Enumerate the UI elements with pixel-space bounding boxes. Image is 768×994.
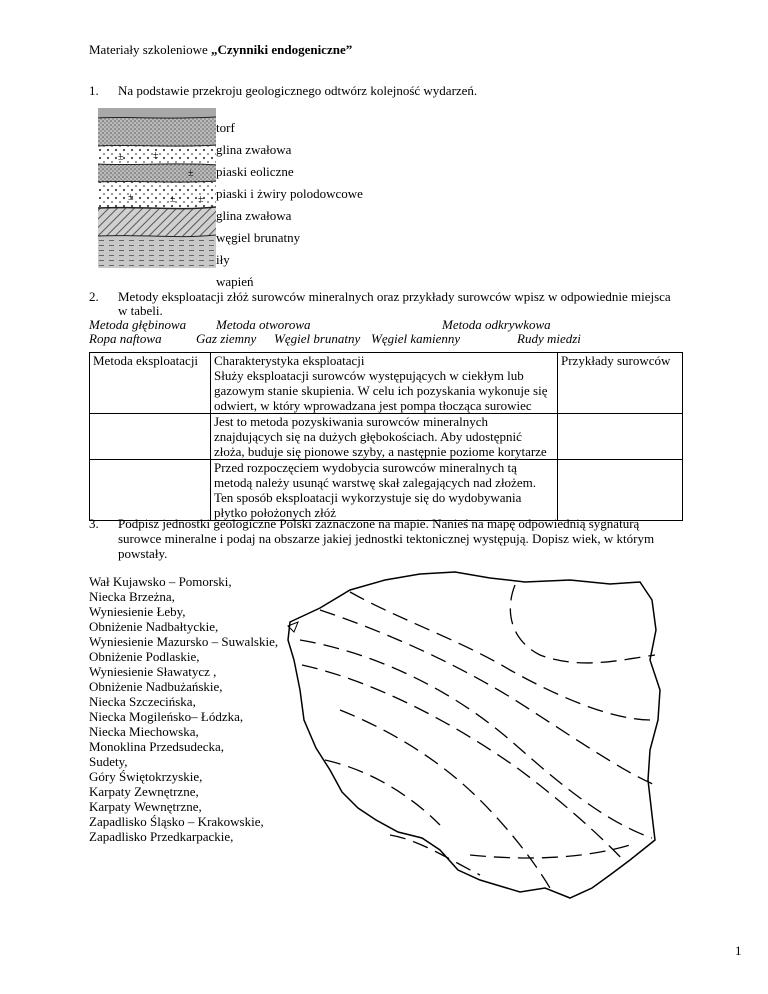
option-method: Metoda głębinowa [89,317,187,332]
unit-list-item: Obniżenie Nadbużańskie, [89,679,223,694]
table-cell-line: znajdujących się na dużych głębokościach. Aby udostępnić [214,429,522,444]
methods-table [89,352,683,521]
svg-text:±: ± [170,194,176,205]
boundary-line [510,585,655,663]
table-header-text: Charakterystyka eksploatacji [214,353,365,368]
question-1-text: Na podstawie przekroju geologicznego odtwórz kolejność wydarzeń. [118,83,478,98]
unit-list-item: Wał Kujawsko – Pomorski, [89,574,232,589]
unit-list-item: Wyniesienie Sławatycz , [89,664,217,679]
layer-label: piaski i żwiry polodowcowe [216,186,363,201]
boundary-line [320,610,655,785]
method-answer-cell[interactable] [90,414,211,460]
question-3-text: Podpisz jednostki geologiczne Polski zaznaczone na mapie. Nanieś na mapę odpowiednią sygnaturą [118,516,640,531]
boundary-line [300,640,652,838]
layer-label: węgiel brunatny [216,230,301,245]
option-resource: Ropa naftowa [89,331,162,346]
table-cell-line: Ten sposób eksploatacji wykorzystuje się do wydobywania [214,490,522,505]
table-cell-line: gazowym stanie skupienia. W celu ich pozyskania wykonuje się [214,383,548,398]
layer-label: piaski eoliczne [216,164,294,179]
question-1-number: 1. [89,83,99,98]
question-3-text-cont: powstały. [118,546,168,561]
table-cell [211,460,558,521]
svg-text:±: ± [153,150,159,161]
boundary-line [470,845,630,858]
table-cell-line: odwiert, w który wprowadzana jest pompa tłocząca surowiec [214,398,532,413]
boundary-line [302,665,625,862]
table-row [90,414,683,460]
resource-answer-cell[interactable] [558,414,683,460]
poland-tectonic-map[interactable] [280,570,680,910]
table-header-cell: Metoda eksploatacji [90,353,211,414]
table-header-cell [211,353,558,414]
option-resource: Węgiel brunatny [274,331,361,346]
unit-list-item: Zapadlisko Przedkarpackie, [89,829,234,844]
table-header-row [90,353,683,414]
svg-text:±: ± [198,194,204,205]
unit-list-item: Zapadlisko Śląsko – Krakowskie, [89,814,264,829]
layer-label: glina zwałowa [216,142,292,157]
page-number: 1 [735,943,742,958]
unit-list-item: Sudety, [89,754,128,769]
table-cell-line: Przed rozpoczęciem wydobycia surowców mineralnych tą [214,460,517,475]
unit-list-item: Karpaty Wewnętrzne, [89,799,202,814]
svg-text:±: ± [118,152,124,163]
table-cell-line: Służy eksploatacji surowców występujących w ciekłym lub [214,368,524,383]
table-cell-line: metodą należy usunąć warstwę skał zalegających nad złożem. [214,475,536,490]
option-resource: Węgiel kamienny [371,331,461,346]
table-cell [211,414,558,460]
option-resource: Gaz ziemny [196,331,257,346]
table-cell-line: płytko położonych złóż [214,505,337,520]
unit-list-item: Niecka Miechowska, [89,724,199,739]
question-2-text-cont: w tabeli. [118,303,163,318]
boundary-line [350,592,652,720]
unit-list-item: Wyniesienie Mazursko – Suwalskie, [89,634,279,649]
boundary-line [390,835,480,875]
boundary-line [340,710,550,888]
table-header-cell: Przykłady surowców [558,353,683,414]
table-cell-line: złoża, buduje się pionowe szyby, a następnie poziome korytarze [214,444,547,459]
layer-label: torf [216,120,235,135]
unit-list-item: Karpaty Zewnętrzne, [89,784,199,799]
option-method: Metoda otworowa [216,317,311,332]
question-3-number: 3. [89,516,99,531]
unit-list-item: Niecka Szczecińska, [89,694,196,709]
unit-list-item: Góry Świętokrzyskie, [89,769,203,784]
layer-label: iły [216,252,230,267]
svg-text:±: ± [128,192,134,203]
question-2-number: 2. [89,289,99,304]
layer-label: glina zwałowa [216,208,292,223]
resource-answer-cell[interactable] [558,460,683,521]
unit-list-item: Obniżenie Podlaskie, [89,649,200,664]
option-method: Metoda odkrywkowa [442,317,551,332]
geological-cross-section [98,108,216,268]
layer-label: wapień [216,274,254,289]
unit-list-item: Niecka Mogileńsko– Łódzka, [89,709,244,724]
question-2-text: Metody eksploatacji złóż surowców mineralnych oraz przykłady surowców wpisz w odpowiednie miejsca [118,289,671,304]
question-3-text-cont: surowce mineralne i podaj na obszarze jakiej jednostki tektonicznej występują. Dopisz wiek, w którym [118,531,655,546]
table-cell-line: Jest to metoda pozyskiwania surowców mineralnych [214,414,489,429]
option-resource: Rudy miedzi [517,331,581,346]
unit-list-item: Niecka Brzeżna, [89,589,175,604]
document-title: Materiały szkoleniowe „Czynniki endogeniczne” [89,42,353,57]
unit-list-item: Obniżenie Nadbałtyckie, [89,619,219,634]
unit-list-item: Wyniesienie Łeby, [89,604,186,619]
svg-text:±: ± [188,168,194,179]
poland-outline [288,572,660,898]
unit-list-item: Monoklina Przedsudecka, [89,739,225,754]
table-row [90,460,683,521]
method-answer-cell[interactable] [90,460,211,521]
